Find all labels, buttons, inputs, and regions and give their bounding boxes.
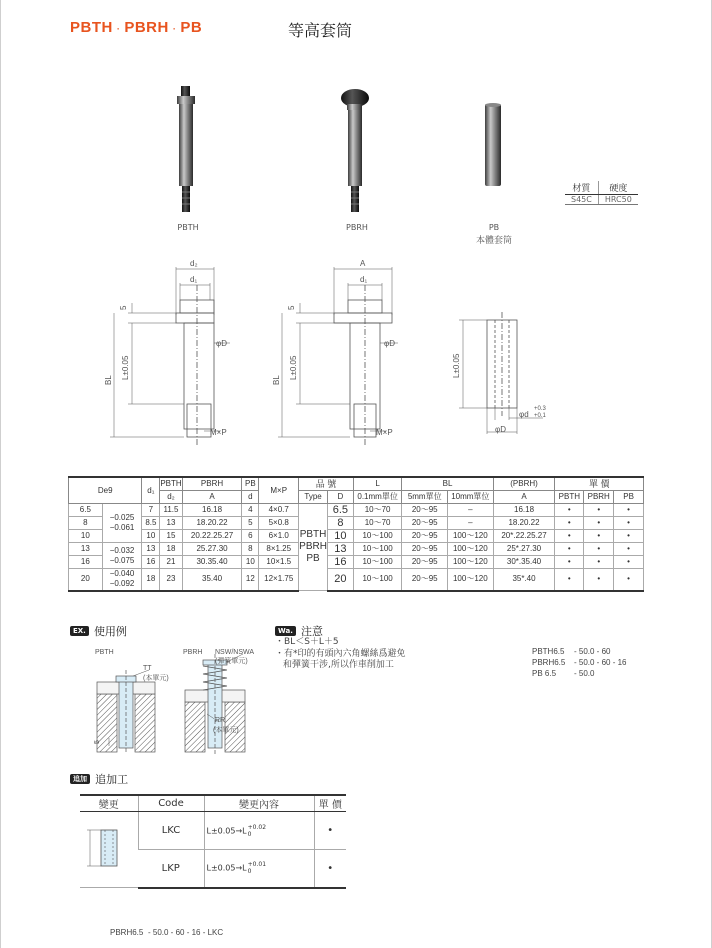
order-example: PB 6.5 - 50.0 bbox=[532, 669, 595, 678]
pbrh-photo bbox=[325, 80, 385, 220]
pbth-d1-label: d₁ bbox=[190, 275, 198, 284]
note-line-2: ・有*印的有頭內六角螺絲爲避免 bbox=[275, 649, 406, 659]
pbrh-length-tolerance: L±0.05 bbox=[289, 355, 298, 380]
col-bl-5mm: 5mm單位 bbox=[402, 491, 448, 504]
pbth-length-tolerance: L±0.05 bbox=[121, 355, 130, 380]
notes-title: 注意 bbox=[300, 625, 323, 638]
pbrh-a-label: A bbox=[360, 259, 366, 268]
col-pbrh: PBRH bbox=[182, 477, 242, 491]
hardness-header: 硬度 bbox=[598, 181, 637, 195]
product-codes bbox=[70, 19, 202, 36]
separator: · bbox=[116, 24, 121, 34]
col-type: Type bbox=[299, 491, 328, 504]
additional-table bbox=[80, 794, 346, 889]
tolerance: −0.032 −0.075 bbox=[102, 543, 142, 569]
col-l: L bbox=[353, 477, 402, 491]
order-example: PBTH6.5 - 50.0 - 60 bbox=[532, 647, 611, 656]
table-row: LKC L±0.05→L +0.02 0 • bbox=[80, 812, 346, 850]
notes-badge: Wa. bbox=[275, 626, 296, 636]
add-change-drawing bbox=[80, 812, 138, 888]
add-col-code: Code bbox=[138, 795, 204, 812]
col-a: A bbox=[182, 491, 242, 504]
pbth-five-label: 5 bbox=[119, 305, 128, 310]
sleeve-icon bbox=[84, 818, 134, 878]
col-l-unit: 0.1mm單位 bbox=[353, 491, 402, 504]
pb-photo bbox=[475, 100, 515, 190]
pbrh-drawing bbox=[268, 255, 418, 445]
col-d1: d₁ bbox=[142, 477, 160, 504]
code-pb: PB bbox=[180, 19, 203, 36]
example-tt-note: (本單元) bbox=[143, 675, 169, 682]
example-rr-label: RR bbox=[215, 717, 226, 724]
material-table bbox=[565, 181, 638, 205]
example-nsw-note: (彈簧單元) bbox=[215, 658, 248, 665]
pb-photo-label: PB bbox=[488, 223, 500, 232]
col-price-pbth: PBTH bbox=[555, 491, 584, 504]
code-pbth: PBTH bbox=[70, 19, 113, 36]
code-pbrh: PBRH bbox=[124, 19, 169, 36]
material-value: S45C bbox=[565, 195, 598, 205]
col-price-pb: PB bbox=[614, 491, 644, 504]
page-title: 等高套筒 bbox=[288, 21, 353, 40]
col-bl-10mm: 10mm單位 bbox=[448, 491, 494, 504]
col-mxp: M×P bbox=[259, 477, 299, 504]
note-line-3: 和彈簧干涉,所以作車削加工 bbox=[283, 660, 394, 670]
pb-phid-small-label: φd bbox=[519, 410, 529, 419]
table-row: 20 −0.040 −0.092 18 23 35.40 12 12×1.75 20 10〜100 20〜95 100〜120 35*.40 • • • bbox=[69, 569, 644, 591]
example-badge: EX. bbox=[70, 626, 89, 636]
add-col-price: 單 價 bbox=[314, 795, 346, 812]
tolerance: −0.025 −0.061 bbox=[102, 504, 142, 543]
pbth-bl-label: BL bbox=[104, 375, 113, 385]
tolerance: −0.040 −0.092 bbox=[102, 569, 142, 591]
pb-tol-upper: +0.3 bbox=[534, 406, 546, 412]
pbrh-phid-label: φD bbox=[384, 339, 395, 348]
pbth-photo bbox=[160, 80, 220, 220]
col-d: d bbox=[242, 491, 259, 504]
pb-tol-lower: +0.1 bbox=[534, 413, 546, 419]
order-example: PBRH6.5 - 50.0 - 60 - 16 bbox=[532, 658, 627, 667]
pb-drawing bbox=[445, 300, 565, 440]
example-tt-label: TT bbox=[143, 665, 152, 672]
table-row: 16 16 21 30.35.40 10 10×1.5 16 10〜100 20〜95 100〜120 30*.35.40 • • • bbox=[69, 556, 644, 569]
col-D: D bbox=[327, 491, 353, 504]
add-col-change: 變更 bbox=[80, 795, 138, 812]
example-pbrh-label: PBRH bbox=[183, 649, 203, 656]
usage-example-drawing bbox=[85, 642, 275, 762]
col-pb: PB bbox=[242, 477, 259, 491]
footer-order-example: PBRH6.5 - 50.0 - 60 - 16 - LKC bbox=[110, 928, 224, 937]
type-cell: PBTH PBRH PB bbox=[299, 504, 328, 591]
col-price-pbrh: PBRH bbox=[584, 491, 614, 504]
example-title: 使用例 bbox=[93, 625, 127, 638]
pbth-drawing bbox=[100, 255, 250, 445]
material-header: 材質 bbox=[565, 181, 598, 195]
col-de9: De9 bbox=[69, 477, 142, 504]
pbth-photo-label: PBTH bbox=[177, 223, 199, 232]
table-row: LKP L±0.05→L +0.01 0 • bbox=[80, 850, 346, 888]
pbth-phid-label: φD bbox=[216, 339, 227, 348]
pbrh-bl-label: BL bbox=[272, 375, 281, 385]
separator: · bbox=[172, 24, 177, 34]
pbrh-photo-label: PBRH bbox=[346, 223, 368, 232]
hardness-value: HRC50 bbox=[598, 195, 637, 205]
pbrh-five-label: 5 bbox=[287, 305, 296, 310]
pbth-d2-label: d₂ bbox=[190, 259, 198, 268]
additional-badge: 追加 bbox=[70, 774, 90, 784]
col-pbrh-a: (PBRH) bbox=[493, 477, 555, 491]
pb-phid-label: φD bbox=[495, 425, 506, 434]
pbrh-d1-label: d₁ bbox=[360, 275, 368, 284]
col-price: 單 價 bbox=[555, 477, 644, 491]
col-part-no: 品 號 bbox=[299, 477, 354, 491]
example-rr-note: (本單元) bbox=[213, 727, 239, 734]
example-pbth-label: PBTH bbox=[95, 649, 114, 656]
example-heading bbox=[70, 620, 127, 639]
additional-heading bbox=[70, 768, 128, 787]
col-bl: BL bbox=[402, 477, 493, 491]
pb-length-tolerance: L±0.05 bbox=[452, 353, 461, 378]
table-row: 13 −0.032 −0.075 13 18 25.27.30 8 8×1.25 13 10〜100 20〜95 100〜120 25*.27.30 • • • bbox=[69, 543, 644, 556]
additional-title: 追加工 bbox=[95, 773, 129, 786]
add-col-content: 變更內容 bbox=[204, 795, 314, 812]
example-five-label: 5 bbox=[94, 740, 101, 744]
col-a2: A bbox=[493, 491, 555, 504]
table-row: 8 8.5 13 18.20.22 5 5×0.8 8 10〜70 20〜95 – 18.20.22 • • • bbox=[69, 517, 644, 530]
pbrh-mxp-label: M×P bbox=[376, 428, 393, 437]
col-d2: d₂ bbox=[160, 491, 182, 504]
note-line-1: ・BL＜S＋L＋5 bbox=[275, 637, 339, 647]
table-row: 6.5 −0.025 −0.061 7 11.5 16.18 4 4×0.7 PBTH PBRH PB 6.5 10〜70 20〜95 – 16.18 • • • bbox=[69, 504, 644, 517]
col-pbth: PBTH bbox=[160, 477, 182, 491]
pbth-mxp-label: M×P bbox=[210, 428, 227, 437]
pb-photo-sublabel: 本體套筒 bbox=[475, 236, 512, 246]
spec-table bbox=[68, 476, 644, 592]
example-nsw-label: NSW/NSWA bbox=[215, 649, 255, 656]
table-row: 10 10 15 20.22.25.27 6 6×1.0 10 10〜100 20〜95 100〜120 20*.22.25.27 • • • bbox=[69, 530, 644, 543]
